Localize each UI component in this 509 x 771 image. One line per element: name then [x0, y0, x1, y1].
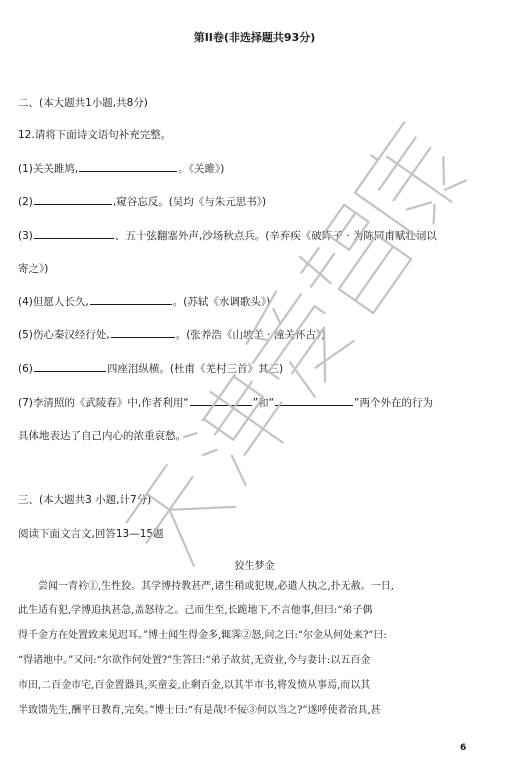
passage-title: 狡生梦金 — [234, 561, 275, 572]
item-3-post: 、五十弦翻塞外声,沙场秋点兵。(辛弃疾《破阵子 · 为陈同甫赋壮词以 — [114, 230, 437, 242]
passage-line: “得诸地中。”又问:“尔欲作何处置?”生答曰:“弟子故贫,无资业,今与妻计:以五百金 — [18, 655, 371, 666]
item-4-post: 。(苏轼《水调歌头》) — [172, 296, 271, 308]
page-number: 6 — [460, 743, 467, 753]
passage-line: 得千金方在处置致来见迟耳。”博士闻生得金多,辄霁②怒,问之曰:“尔金从何处来?”曰: — [18, 630, 387, 641]
item-7-continued: 具体地表达了自己内心的浓重哀愁。 — [18, 430, 186, 442]
answer-blank-6[interactable] — [34, 361, 106, 372]
answer-blank-1[interactable] — [79, 161, 177, 172]
passage-line: 尝闻一青衿①,生性狡。其学博持教甚严,诸生稍或犯规,必遣人执之,扑无赦。一日, — [38, 581, 394, 592]
question-12: 12.请将下面诗文语句补充完整。 — [18, 129, 172, 141]
answer-blank-7a[interactable] — [190, 395, 252, 406]
answer-blank-4[interactable] — [90, 294, 172, 305]
item-1-post: 。《关雎》) — [178, 163, 225, 175]
item-7-mid: ”和“ — [252, 397, 275, 409]
item-2 — [18, 194, 266, 209]
item-2-post: ,窥谷忘反。(吴均《与朱元思书》) — [112, 196, 267, 208]
answer-blank-7b[interactable] — [275, 395, 353, 406]
item-6-post: 四座泪纵横。(杜甫《羌村三首》其三) — [106, 363, 284, 375]
reading-instruction: 阅读下面文言文,回答13—15题 — [18, 528, 164, 540]
item-4-pre: (4)但愿人长久, — [18, 296, 89, 308]
item-1-pre: (1)关关雎鸠, — [18, 163, 79, 175]
item-6 — [18, 361, 283, 376]
part3-heading: 三、(本大题共3 小题,计7分) — [18, 494, 152, 506]
answer-blank-2[interactable] — [34, 194, 112, 205]
item-2-pre: (2) — [18, 196, 33, 208]
item-7-post: ”两个外在的行为 — [354, 397, 433, 409]
item-5 — [18, 327, 325, 342]
part2-heading: 二、(本大题共1小题,共8分) — [18, 97, 148, 109]
answer-blank-3[interactable] — [34, 228, 114, 239]
item-3-pre: (3) — [18, 230, 33, 242]
item-7-pre: (7)李清照的《武陵春》中,作者利用“ — [18, 397, 189, 409]
passage-line: 半致馈先生,酬平日教育,完矣。”博士曰:“有是哉!不佞③何以当之?”遂呼使者治具,甚 — [18, 705, 381, 716]
item-5-post: 。(张养浩《山坡羊 · 潼关怀古》) — [175, 329, 326, 341]
item-5-pre: (5)伤心秦汉经行处, — [18, 329, 110, 341]
passage-line: 市田,二百金市宅,百金置器具,买童妾,止剩百金,以其半市书,将发愤从事焉,而以其 — [18, 680, 371, 691]
passage-line: 此生适有犯,学博追执甚急,盖怒待之。己而生至,长跪地下,不言他事,但曰:“弟子偶 — [18, 605, 373, 616]
item-1 — [18, 161, 224, 176]
item-3-continued: 寄之》) — [18, 263, 49, 275]
answer-blank-5[interactable] — [111, 327, 175, 338]
item-7 — [18, 395, 433, 410]
item-3 — [18, 228, 437, 243]
item-4 — [18, 294, 270, 309]
section-heading: 第II卷(非选择题共93分) — [193, 31, 316, 44]
item-6-pre: (6) — [18, 363, 33, 375]
